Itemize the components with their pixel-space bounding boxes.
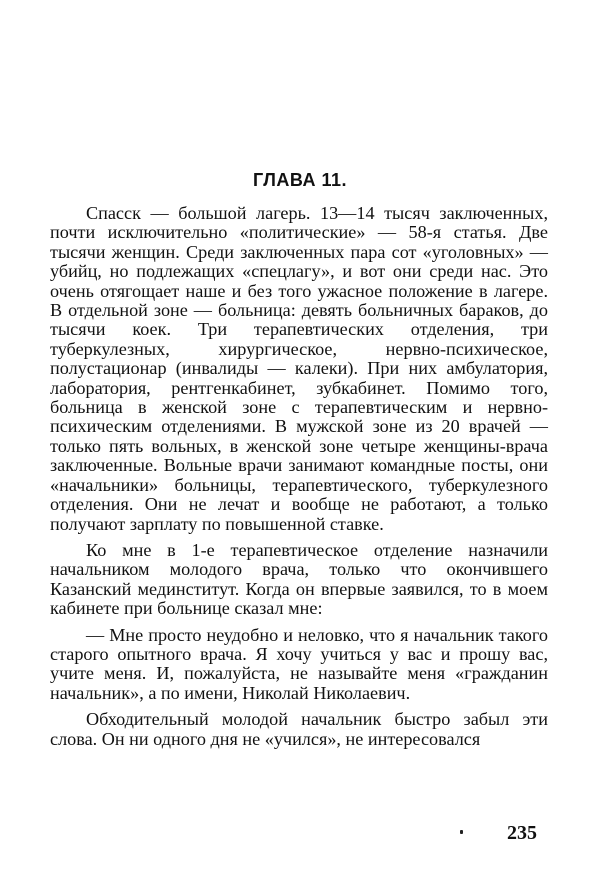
scan-dot [460,830,463,834]
paragraph-1: Спасск — большой лагерь. 13—14 тысяч заключенных, почти исключительно «политические» — 58-я статья. Две тысячи женщин. Среди заключенных пара сот «уголовных» — убийц, но подлежащих «спецлагу», и вот они среди нас. Это очень отягощает наше и без того ужасное положение в лагере. В отдельной зоне — больница: девять больничных бараков, до тысячи коек. Три терапевтических отделения, три туберкулезных, хирургическое, нервно-психическое, полустационар (инвалиды — калеки). При них амбулатория, лаборатория, рентгенкабинет, зубкабинет. Помимо того, больница в женской зоне с терапевтическим и нервно-психическим отделениями. В мужской зоне из 20 врачей — только пять вольных, в женской зоне четыре женщины-врача заключенные. Вольные врачи занимают командные посты, они «начальники» больницы, терапевтического, туберкулезного отделения. Они не лечат и вообще не работают, а только получают зарплату по повышенной ставке. [50,203,548,534]
page-number: 235 [507,822,537,844]
chapter-body [50,204,548,756]
chapter-title: ГЛАВА 11. [252,170,348,190]
paragraph-4: Обходительный молодой начальник быстро забыл эти слова. Он ни одного дня не «учился», не интересовался [50,709,548,749]
paragraph-2: Ко мне в 1-е терапевтическое отделение назначили начальником молодого врача, только что окончившего Казанский мединститут. Когда он впервые заявился, то в моем кабинете при больнице сказал мне: [50,539,548,619]
paragraph-3-dialogue: — Мне просто неудобно и неловко, что я начальник такого старого опытного врача. Я хочу учиться у вас и прошу вас, учите меня. И, пожалуйста, не называйте меня «гражданин начальник», а по имени, Николай Николаевич. [50,624,548,703]
